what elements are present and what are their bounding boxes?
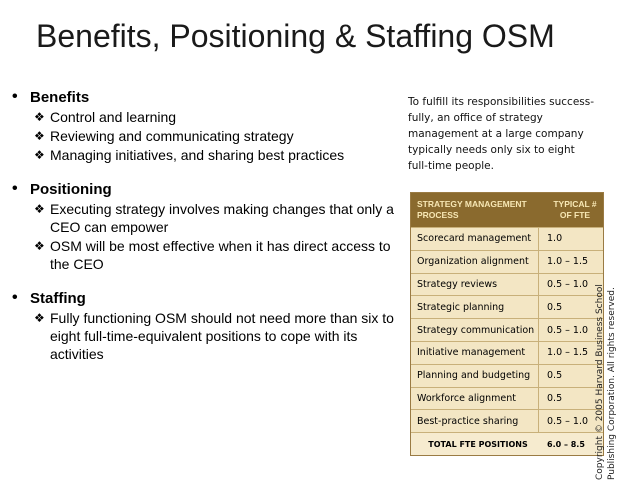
table-row (411, 409, 603, 432)
table-row (411, 364, 603, 387)
fte-cell: 0.5 (547, 301, 563, 313)
list-item: ❖ OSM will be most effective when it has direct access to the CEO (34, 238, 391, 272)
fte-cell: 0.5 (547, 392, 563, 404)
diamond-bullet-icon: ❖ (34, 202, 45, 216)
process-cell: Organization alignment (411, 251, 539, 273)
table-row (411, 250, 603, 273)
process-cell: Strategy reviews (411, 274, 539, 296)
figure-caption: To fulfill its responsibilities success-fully, an office of strategy management at a large company typically needs only six to eight full-time people. (408, 96, 595, 172)
process-cell: Best-practice sharing (411, 410, 539, 432)
process-cell: Scorecard management (411, 228, 539, 250)
section-benefits (12, 86, 407, 164)
fte-cell: 0.5 – 1.0 (547, 278, 589, 290)
total-value: 6.0 – 8.5 (547, 439, 585, 449)
column-header-fte: TYPICAL # OF FTE (553, 199, 597, 220)
table-total-row (411, 432, 603, 455)
section-staffing (12, 287, 407, 363)
table-row (411, 273, 603, 296)
table-row (411, 227, 603, 250)
section-positioning (12, 178, 407, 273)
bullet-list (12, 86, 407, 377)
process-cell: Planning and budgeting (411, 365, 539, 387)
process-cell: Strategy communication (411, 319, 539, 341)
bullet-dot-icon: • (12, 88, 18, 105)
total-label: TOTAL FTE POSITIONS (428, 439, 528, 449)
process-cell: Initiative management (411, 342, 539, 364)
table-row (411, 318, 603, 341)
table-header (411, 193, 603, 227)
table-row (411, 387, 603, 410)
diamond-bullet-icon: ❖ (34, 110, 45, 124)
fte-cell: 0.5 – 1.0 (547, 324, 589, 336)
list-item: ❖ Control and learning (34, 109, 177, 125)
fte-cell: 1.0 (547, 233, 563, 245)
fte-table (410, 192, 604, 456)
section-heading: Staffing (30, 289, 86, 307)
process-cell: Workforce alignment (411, 388, 539, 410)
table-row (411, 295, 603, 318)
fte-figure (402, 90, 632, 480)
list-item: ❖ Managing initiatives, and sharing best practices (34, 147, 345, 163)
list-item: ❖ Executing strategy involves making changes that only a CEO can empower (34, 201, 394, 235)
bullet-dot-icon: • (12, 180, 18, 197)
fte-cell: 1.0 – 1.5 (547, 256, 589, 268)
diamond-bullet-icon: ❖ (34, 311, 45, 325)
fte-cell: 1.0 – 1.5 (547, 347, 589, 359)
section-heading: Benefits (30, 88, 90, 106)
bullet-dot-icon: • (12, 289, 18, 306)
list-item: ❖ Reviewing and communicating strategy (34, 128, 294, 144)
list-item: ❖ Fully functioning OSM should not need more than six to eight full-time-equivalent positions to cope with its activities (34, 310, 394, 362)
diamond-bullet-icon: ❖ (34, 129, 45, 143)
column-header-process: STRATEGY MANAGEMENT PROCESS (417, 199, 527, 220)
diamond-bullet-icon: ❖ (34, 148, 45, 162)
fte-cell: 0.5 (547, 370, 563, 382)
slide-title: Benefits, Positioning & Staffing OSM (36, 18, 555, 54)
process-cell: Strategic planning (411, 296, 539, 318)
section-heading: Positioning (30, 180, 112, 198)
copyright-notice: Copyright © 2005 Harvard Business School Publishing Corporation. All rights reserved. (595, 284, 617, 480)
table-row (411, 341, 603, 364)
diamond-bullet-icon: ❖ (34, 239, 45, 253)
fte-cell: 0.5 – 1.0 (547, 415, 589, 427)
